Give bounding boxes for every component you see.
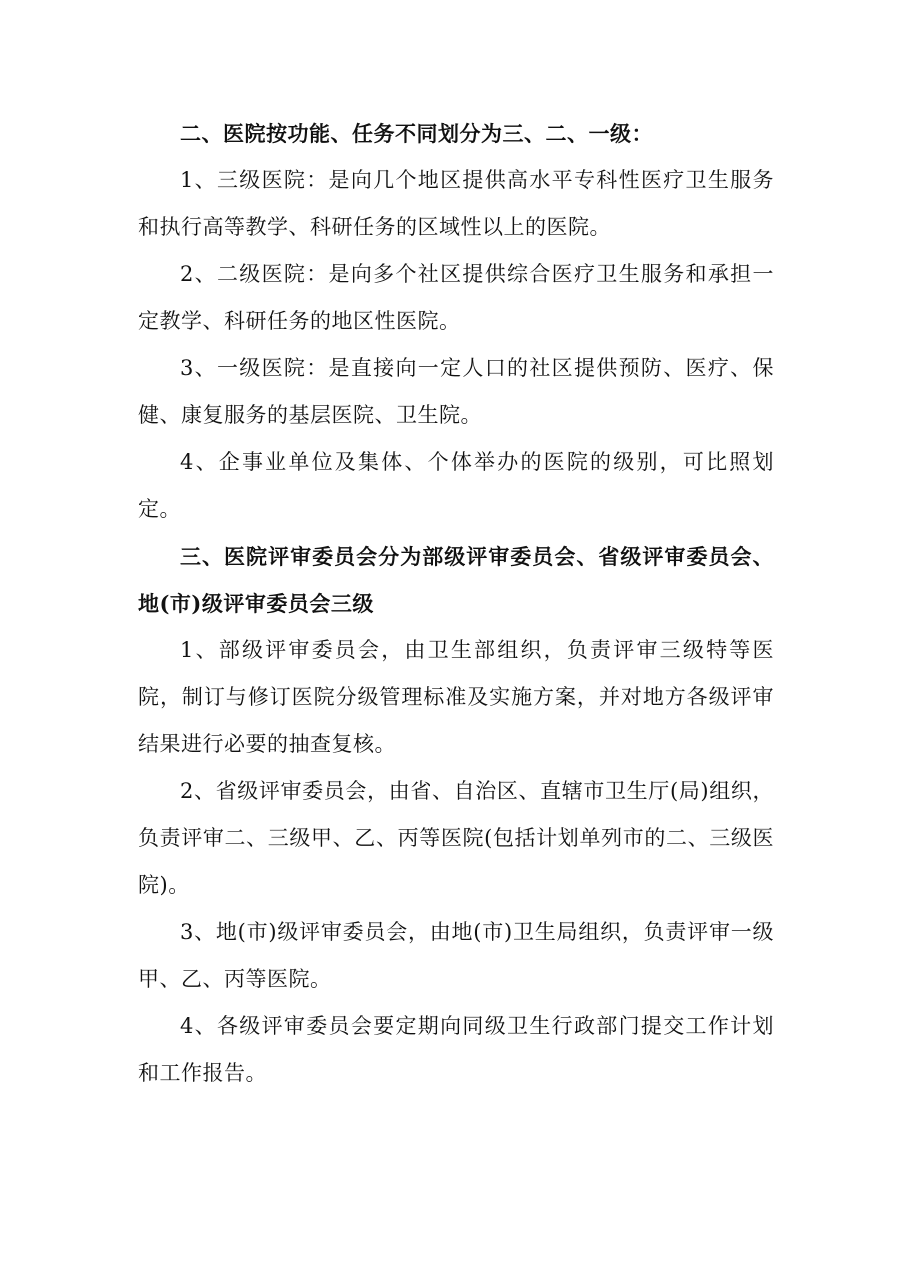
paragraph-level-three-hospital: 1、三级医院：是向几个地区提供高水平专科性医疗卫生服务和执行高等教学、科研任务的区域性以上的医院。 (138, 168, 774, 239)
paragraph-committee-reporting: 4、各级评审委员会要定期向同级卫生行政部门提交工作计划和工作报告。 (138, 1014, 774, 1085)
paragraph-ministry-committee: 1、部级评审委员会，由卫生部组织，负责评审三级特等医院，制订与修订医院分级管理标准及实施方案，并对地方各级评审结果进行必要的抽查复核。 (138, 638, 774, 756)
section-heading-hospital-levels: 二、医院按功能、任务不同划分为三、二、一级： (180, 121, 653, 146)
paragraph-level-two-hospital: 2、二级医院：是向多个社区提供综合医疗卫生服务和承担一定教学、科研任务的地区性医院。 (138, 262, 774, 333)
document-page (138, 110, 774, 1097)
paragraph-level-one-hospital: 3、一级医院：是直接向一定人口的社区提供预防、医疗、保健、康复服务的基层医院、卫生院。 (138, 356, 774, 427)
paragraph-enterprise-hospitals: 4、企事业单位及集体、个体举办的医院的级别，可比照划定。 (138, 450, 774, 521)
paragraph-provincial-committee: 2、省级评审委员会，由省、自治区、直辖市卫生厅(局)组织，负责评审二、三级甲、乙、丙等医院(包括计划单列市的二、三级医院)。 (138, 779, 774, 897)
section-heading-review-committees: 三、医院评审委员会分为部级评审委员会、省级评审委员会、地(市)级评审委员会三级 (138, 544, 774, 616)
paragraph-city-committee: 3、地(市)级评审委员会，由地(市)卫生局组织，负责评审一级甲、乙、丙等医院。 (138, 920, 774, 991)
